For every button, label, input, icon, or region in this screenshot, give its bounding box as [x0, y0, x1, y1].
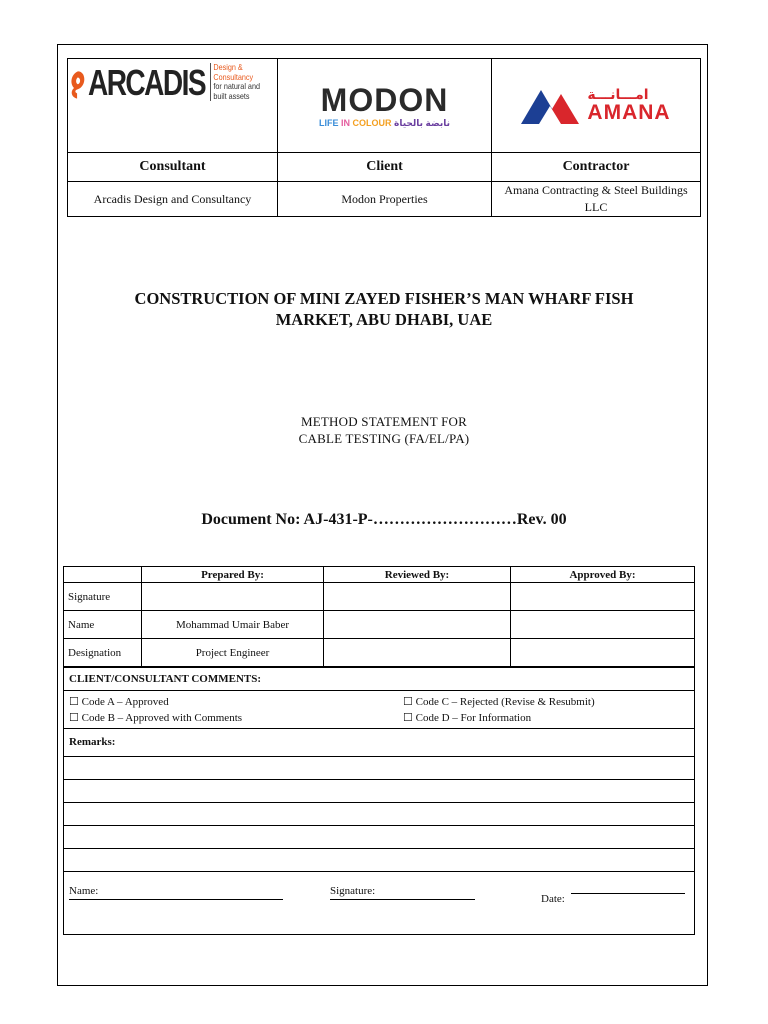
arcadis-mark-icon	[68, 65, 88, 105]
date-label: Date:	[541, 893, 565, 905]
row-label-name: Name	[64, 611, 142, 639]
signature-label: Signature:	[330, 885, 376, 897]
client-name: Modon Properties	[278, 182, 492, 217]
method-statement-line1: METHOD STATEMENT FOR	[301, 414, 467, 429]
table-row	[64, 583, 695, 611]
reviewed-designation	[324, 639, 511, 667]
arcadis-wordmark: ARCADIS	[87, 62, 205, 103]
remarks-line[interactable]	[64, 826, 694, 849]
header-prepared-by: Prepared By:	[142, 567, 324, 583]
reviewed-signature	[324, 583, 511, 611]
modon-tag-word: IN	[341, 117, 350, 128]
contractor-name: Amana Contracting & Steel Buildings LLC	[492, 182, 701, 217]
modon-logo	[278, 59, 491, 152]
modon-tag-word: LIFE	[318, 117, 339, 128]
modon-tagline	[319, 118, 450, 129]
approval-corner	[64, 567, 142, 583]
code-a-checkbox[interactable]: ☐ Code A – Approved	[69, 695, 169, 708]
document-number: Document No: AJ-431-P-………………………Rev. 00	[201, 511, 567, 528]
method-statement-line2: CABLE TESTING (FA/EL/PA)	[298, 431, 470, 446]
arcadis-tagline	[210, 63, 267, 101]
signature-field[interactable]	[330, 899, 475, 900]
approved-name	[511, 611, 695, 639]
row-label-signature: Signature	[64, 583, 142, 611]
approved-designation	[511, 639, 695, 667]
table-row	[64, 611, 695, 639]
signoff-footer	[64, 872, 694, 934]
amana-logo	[492, 59, 700, 152]
role-consultant: Consultant	[68, 153, 278, 182]
project-title-line1: CONSTRUCTION OF MINI ZAYED FISHER’S MAN WHARF FISH	[134, 289, 634, 308]
contractor-logo-cell	[492, 59, 701, 153]
amana-wordmark-group	[587, 88, 670, 124]
reviewed-name	[324, 611, 511, 639]
arcadis-logo	[68, 59, 277, 152]
modon-tag-word: COLOUR	[352, 117, 392, 128]
comments-heading: CLIENT/CONSULTANT COMMENTS:	[64, 668, 694, 691]
code-c-checkbox[interactable]: ☐ Code C – Rejected (Revise & Resubmit)	[403, 695, 595, 708]
approval-table	[63, 566, 695, 667]
modon-tag-arabic: نابضة بالحياة	[394, 117, 450, 128]
code-d-checkbox[interactable]: ☐ Code D – For Information	[403, 711, 532, 724]
comments-section	[63, 667, 695, 935]
remarks-label: Remarks:	[64, 729, 694, 757]
remarks-line[interactable]	[64, 780, 694, 803]
row-label-designation: Designation	[64, 639, 142, 667]
header-approved-by: Approved By:	[511, 567, 695, 583]
code-column-left	[69, 691, 403, 728]
project-title	[67, 288, 701, 330]
amana-triangles-icon	[521, 86, 583, 126]
date-field[interactable]	[571, 893, 685, 894]
role-contractor: Contractor	[492, 153, 701, 182]
code-b-checkbox[interactable]: ☐ Code B – Approved with Comments	[69, 711, 243, 724]
arcadis-tag-line3: built assets	[213, 90, 250, 101]
method-statement-title	[67, 413, 701, 447]
remarks-line[interactable]	[64, 803, 694, 826]
code-column-right	[403, 691, 595, 728]
modon-wordmark: MODON	[320, 81, 449, 118]
client-logo-cell	[278, 59, 492, 153]
code-options	[64, 691, 694, 729]
name-label: Name:	[69, 885, 99, 897]
table-row	[64, 639, 695, 667]
arcadis-tag-line1: Design & Consultancy	[213, 62, 253, 82]
prepared-signature	[142, 583, 324, 611]
prepared-name: Mohammad Umair Baber	[142, 611, 324, 639]
remarks-line[interactable]	[64, 757, 694, 780]
amana-arabic: امـــانـــة	[587, 86, 649, 103]
consultant-name: Arcadis Design and Consultancy	[68, 182, 278, 217]
prepared-designation: Project Engineer	[142, 639, 324, 667]
role-client: Client	[278, 153, 492, 182]
approved-signature	[511, 583, 695, 611]
header-table	[67, 58, 701, 217]
remarks-line[interactable]	[64, 849, 694, 872]
amana-wordmark: AMANA	[587, 100, 671, 124]
arcadis-tag-line2: for natural and	[213, 81, 260, 91]
name-field[interactable]	[69, 899, 283, 900]
project-title-line2: MARKET, ABU DHABI, UAE	[275, 310, 493, 329]
consultant-logo-cell	[68, 59, 278, 153]
header-reviewed-by: Reviewed By:	[324, 567, 511, 583]
